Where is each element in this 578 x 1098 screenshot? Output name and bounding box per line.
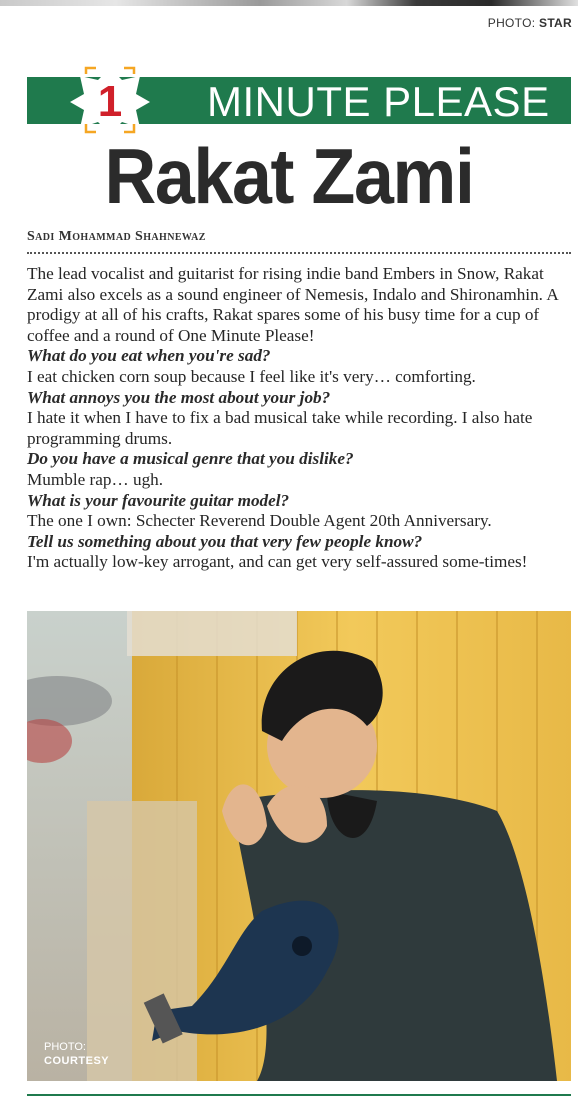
question-3: Do you have a musical genre that you dislike? — [27, 449, 354, 469]
top-photo-credit — [488, 16, 572, 30]
badge-number: 1 — [97, 77, 123, 126]
photo-credit-source: COURTESY — [44, 1055, 110, 1067]
answer-2: I hate it when I have to fix a bad musical take while recording. I also hate programming drums. — [27, 408, 533, 448]
intro-paragraph: The lead vocalist and guitarist for rising indie band Embers in Snow, Rakat Zami also excels as a sound engineer of Nemesis, Indalo and Shironamhin. A prodigy at all of his crafts, Rakat spares some of his busy time for a cup of coffee and a round of One Minute Please! — [27, 264, 558, 345]
photo-courtesy-credit — [44, 1040, 109, 1068]
dotted-divider — [27, 252, 571, 254]
top-photo-strip — [0, 0, 578, 6]
credit-label: PHOTO: — [487, 16, 536, 30]
article-body — [27, 264, 575, 573]
byline: Sadi Mohammad Shahnewaz — [27, 229, 206, 244]
photo-illustration — [27, 611, 571, 1081]
answer-1: I eat chicken corn soup because I feel like it's very… comforting. — [27, 366, 476, 386]
headline: Rakat Zami — [104, 132, 474, 220]
credit-source: STAR — [539, 16, 572, 30]
banner-title: MINUTE PLEASE — [207, 78, 550, 125]
bottom-rule — [27, 1094, 571, 1096]
question-1: What do you eat when you're sad? — [27, 346, 271, 366]
portrait-photo — [27, 611, 571, 1081]
answer-4: The one I own: Schecter Reverend Double Agent 20th Anniversary. — [27, 511, 492, 531]
photo-credit-label: PHOTO: — [44, 1041, 86, 1053]
number-badge — [70, 66, 150, 134]
question-5: Tell us something about you that very few people know? — [27, 531, 423, 551]
answer-5: I'm actually low-key arrogant, and can get very self-assured some-times! — [27, 552, 528, 572]
badge-star-icon — [70, 66, 150, 134]
question-4: What is your favourite guitar model? — [27, 490, 290, 510]
question-2: What annoys you the most about your job? — [27, 387, 331, 407]
answer-3: Mumble rap… ugh. — [27, 469, 164, 489]
